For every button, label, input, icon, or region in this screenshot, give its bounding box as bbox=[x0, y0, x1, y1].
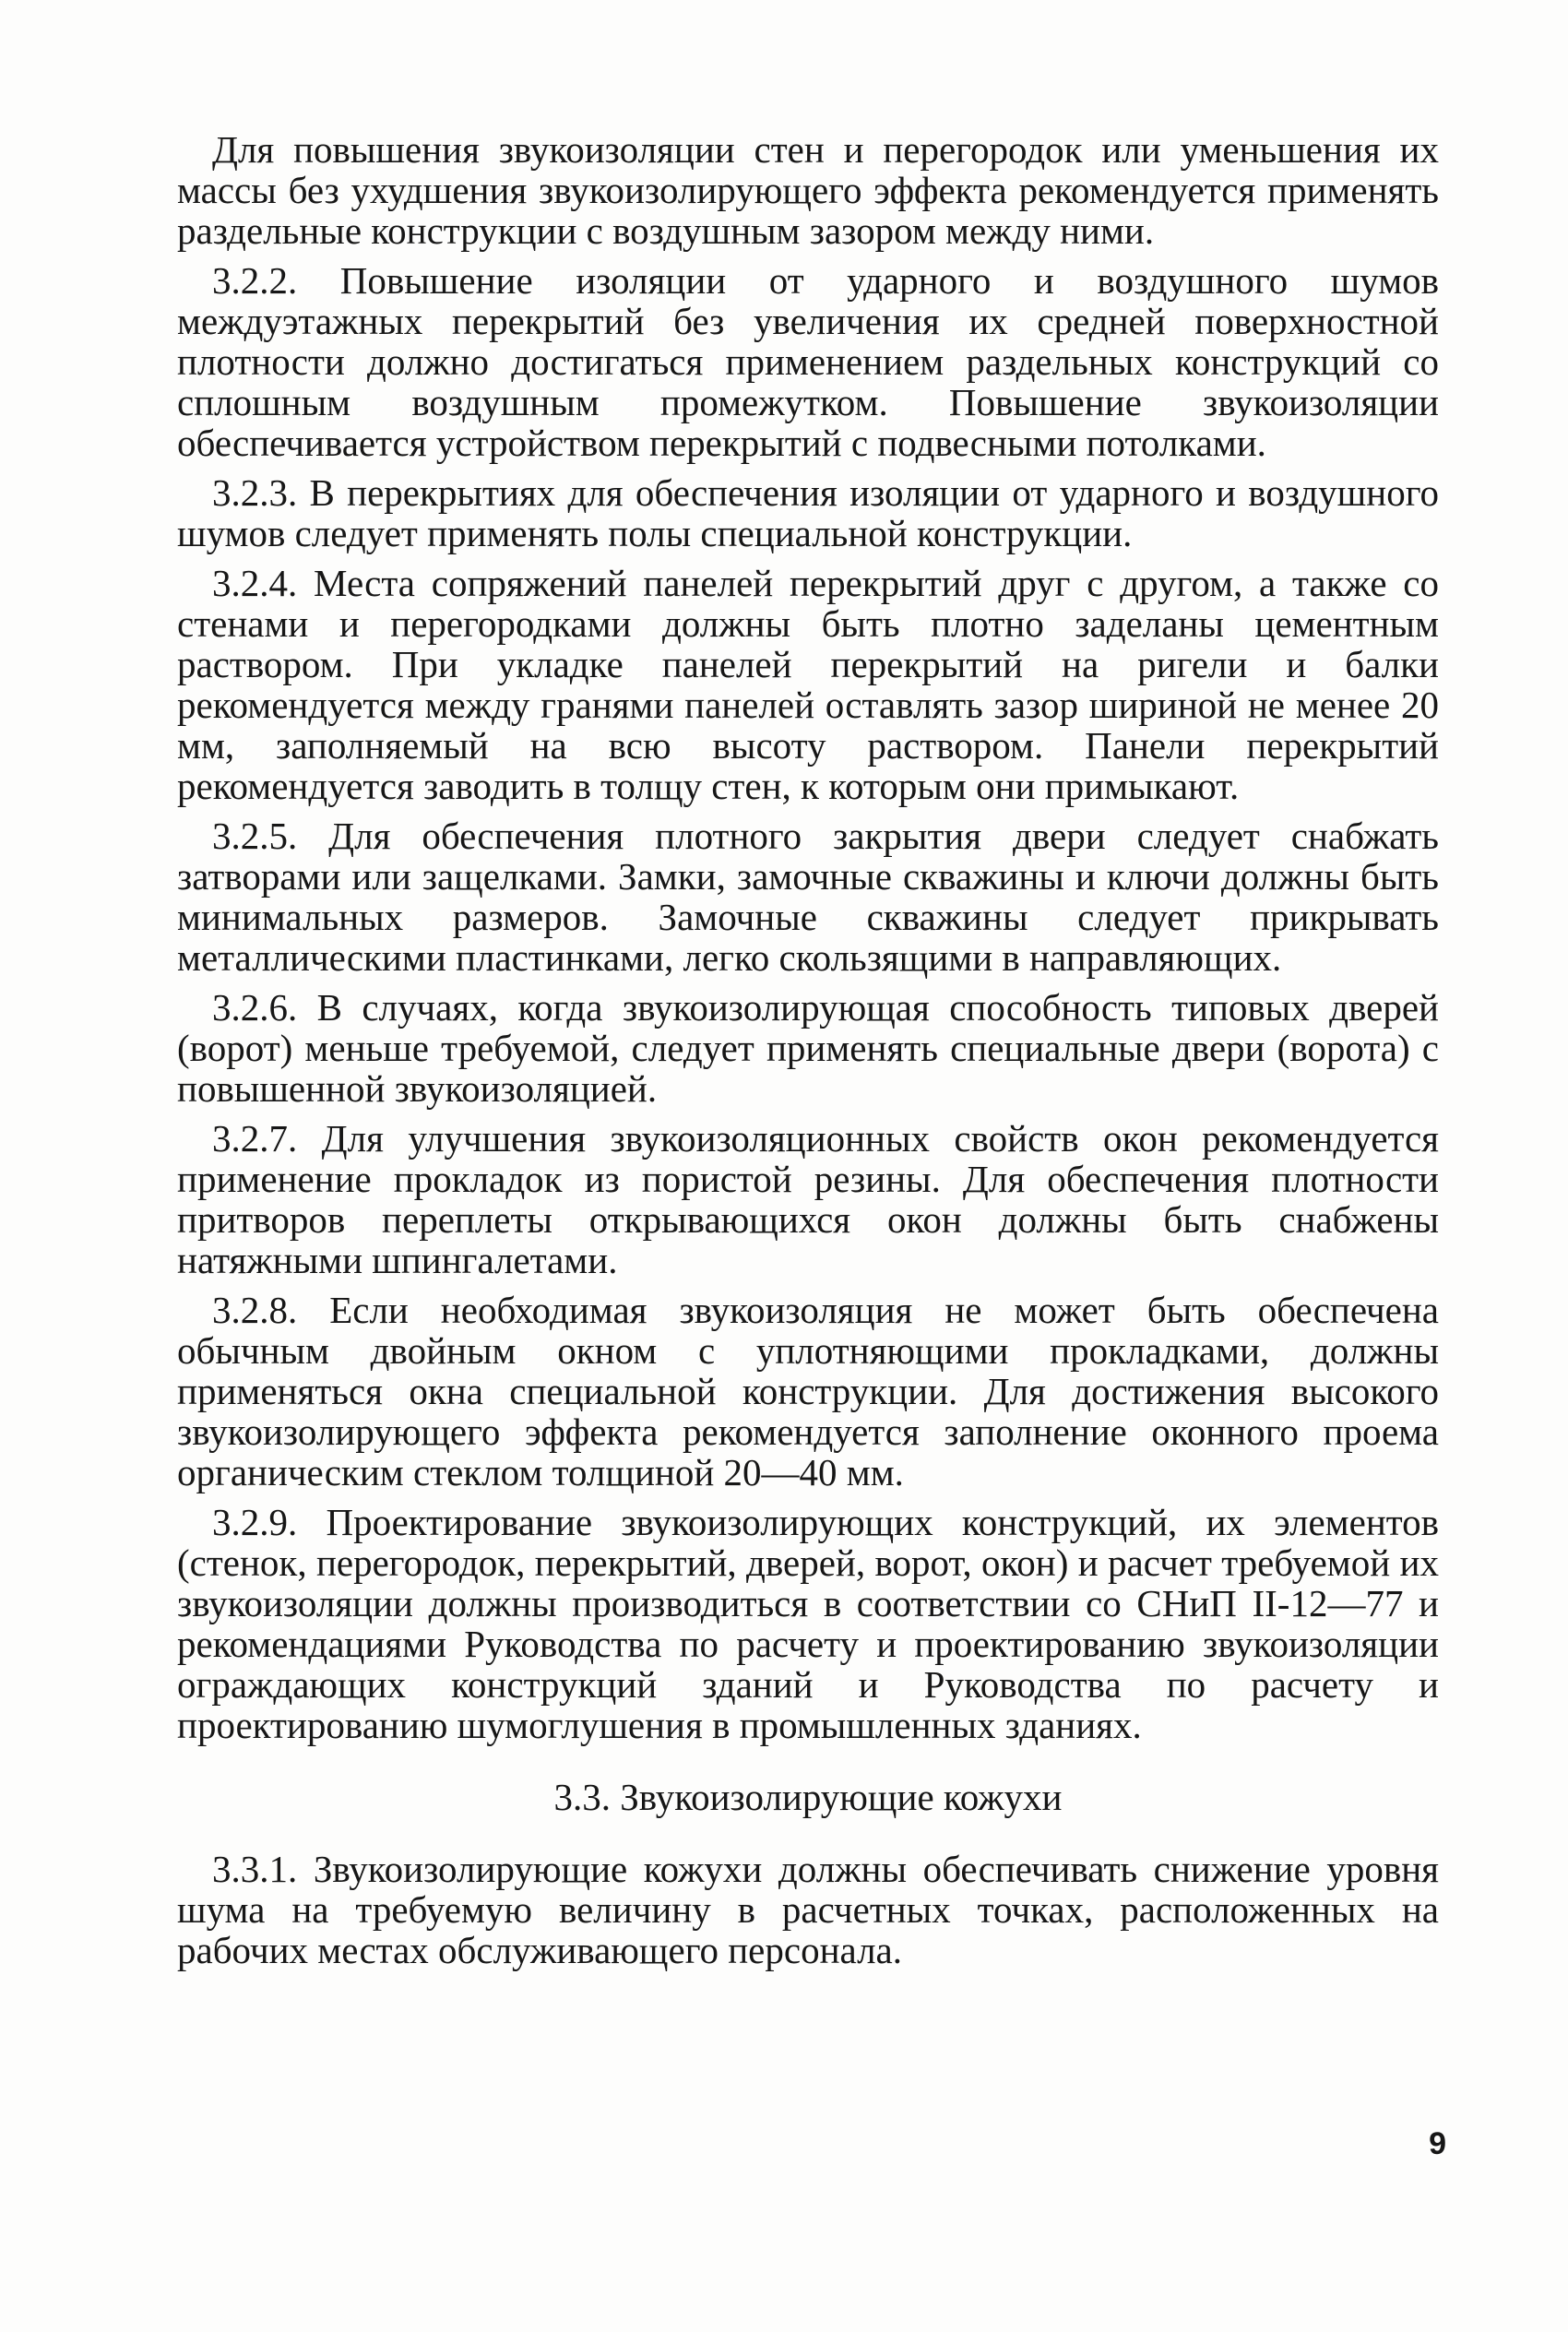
section-heading: 3.3. Звукоизолирующие кожухи bbox=[553, 1776, 1063, 1818]
paragraph-3-2-6: 3.2.6. В случаях, когда звукоизолирующая способность типовых дверей (ворот) меньше требуемой, следует применять специальные двери (ворота) с повышенной звукоизоляцией. bbox=[177, 986, 1439, 1110]
body-text bbox=[177, 129, 1439, 1980]
paragraph-intro: Для повышения звукоизоляции стен и перегородок или уменьшения их массы без ухудшения звукоизолирующего эффекта рекомендуется применять раздельные конструкции с воздушным зазором между ними. bbox=[177, 128, 1439, 252]
paragraph-3-3-1: 3.3.1. Звукоизолирующие кожухи должны обеспечивать снижение уровня шума на требуемую величину в расчетных точках, расположенных на рабочих местах обслуживающего персонала. bbox=[177, 1848, 1439, 1971]
page-number: 9 bbox=[1429, 2126, 1446, 2161]
paragraph-3-2-5: 3.2.5. Для обеспечения плотного закрытия двери следует снабжать затворами или защелками. Замки, замочные скважины и ключи должны быть минимальных размеров. Замочные скважины следует прикрывать металлическими пластинками, легко скользящими в направляющих. bbox=[177, 815, 1439, 979]
paragraph-3-2-4: 3.2.4. Места сопряжений панелей перекрытий друг с другом, а также со стенами и перегородками должны быть плотно заделаны цементным раствором. При укладке панелей перекрытий на ригели и балки рекомендуется между гранями панелей оставлять зазор шириной не менее 20 мм, заполняемый на всю высоту раствором. Панели перекрытий рекомендуется заводить в толщу стен, к которым они примыкают. bbox=[177, 562, 1439, 807]
paragraph-3-2-3: 3.2.3. В перекрытиях для обеспечения изоляции от ударного и воздушного шумов следует применять полы специальной конструкции. bbox=[177, 471, 1439, 554]
paragraph-3-2-7: 3.2.7. Для улучшения звукоизоляционных свойств окон рекомендуется применение прокладок из пористой резины. Для обеспечения плотности притворов переплеты открывающихся окон должны быть снабжены натяжными шпингалетами. bbox=[177, 1117, 1439, 1281]
paragraph-3-2-9: 3.2.9. Проектирование звукоизолирующих конструкций, их элементов (стенок, перегородок, перекрытий, дверей, ворот, окон) и расчет требуемой их звукоизоляции должны производиться в соответствии со СНиП II-12—77 и рекомендациями Руководства по расчету и проектированию звукоизоляции ограждающих конструкций зданий и Руководства по расчету и проектированию шумоглушения в промышленных зданиях. bbox=[177, 1501, 1439, 1746]
paragraph-3-2-8: 3.2.8. Если необходимая звукоизоляция не может быть обеспечена обычным двойным окном с уплотняющими прокладками, должны применяться окна специальной конструкции. Для достижения высокого звукоизолирующего эффекта рекомендуется заполнение оконного проема органическим стеклом толщиной 20—40 мм. bbox=[177, 1289, 1439, 1493]
paragraph-3-2-2: 3.2.2. Повышение изоляции от ударного и воздушного шумов междуэтажных перекрытий без увеличения их средней поверхностной плотности должно достигаться применением раздельных конструкций со сплошным воздушным промежутком. Повышение звукоизоляции обеспечивается устройством перекрытий с подвесными потолками. bbox=[177, 259, 1439, 464]
